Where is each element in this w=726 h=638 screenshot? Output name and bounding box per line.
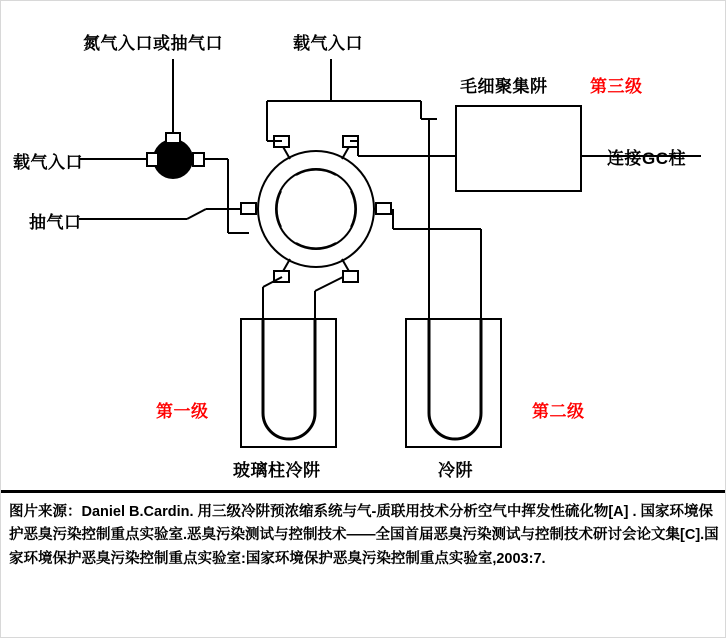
label-glass-cold-trap: 玻璃柱冷阱 (233, 461, 321, 480)
label-stage-three: 第三级 (590, 77, 643, 96)
caption-text: Daniel B.Cardin. 用三级冷阱预浓缩系统与气-质联用技术分析空气中挥发性硫化物[A] . 国家环境保护恶臭污染控制重点实验室.恶臭污染测试与控制技术——全国首届恶臭污染测试与控制技术研讨会论文集[C].国家环境保护恶臭污染控制重点实验室:国家环境保护恶臭污染控制重点实验室,2003:7. (9, 504, 719, 567)
diagram-canvas (1, 1, 726, 493)
label-capillary-trap: 毛细聚集阱 (460, 77, 548, 96)
label-carrier-gas-inlet-left: 载气入口 (13, 153, 83, 172)
caption-prefix: 图片来源： (9, 504, 82, 520)
label-vacuum-port: 抽气口 (29, 213, 82, 232)
label-cold-trap: 冷阱 (438, 461, 473, 480)
label-gc-column: 连接GC柱 (607, 149, 686, 168)
valve-inner-ring (276, 169, 356, 249)
label-carrier-gas-inlet-top: 载气入口 (293, 34, 363, 53)
label-stage-one: 第一级 (156, 402, 209, 421)
label-stage-two: 第二级 (532, 402, 585, 421)
label-nitrogen-inlet: 氮气入口或抽气口 (83, 34, 223, 53)
figure-caption (9, 501, 719, 571)
